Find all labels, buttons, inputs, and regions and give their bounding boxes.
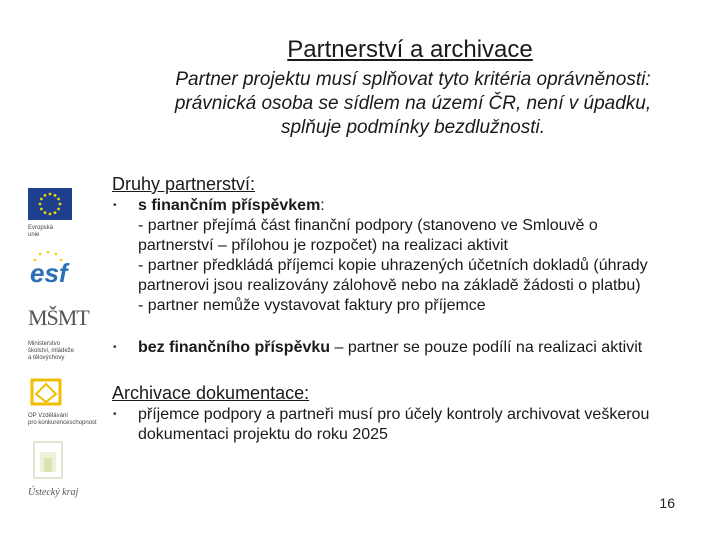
item-bold-label: bez finančního příspěvku xyxy=(138,339,331,356)
eu-flag-icon xyxy=(28,188,72,220)
kraj-emblem-icon xyxy=(28,438,68,482)
op-logo xyxy=(28,378,106,427)
kraj-caption: Ústecký kraj xyxy=(28,487,79,498)
subtitle-line: Partner projektu musí splňovat tyto kritéria oprávněnosti: xyxy=(175,69,651,90)
item-line: partnerovi jsou realizovány zálohově nebo na základě žádosti o platbu) xyxy=(138,277,641,294)
subtitle-line: splňuje podmínky bezdlužnosti. xyxy=(280,117,546,138)
item-first-line xyxy=(138,196,648,216)
ustecky-kraj-logo xyxy=(28,438,106,498)
item-rest: – partner se pouze podílí na realizaci aktivit xyxy=(330,339,643,356)
item-line: partnerství – přílohou je rozpočet) na realizaci aktivit xyxy=(138,237,508,254)
esf-text: esf xyxy=(30,258,68,288)
subtitle-line: právnická osoba se sídlem na území ČR, není v úpadku, xyxy=(174,93,652,114)
op-caption-line: pro konkurenceschopnost xyxy=(28,420,97,426)
bullet-icon: • xyxy=(113,342,117,353)
logo-sidebar xyxy=(28,180,106,515)
msmt-caption-line: a tělovýchovy xyxy=(28,355,65,361)
msmt-caption-line: školství, mládeže xyxy=(28,348,75,354)
bullet-item-archiving xyxy=(138,405,649,445)
eu-caption-line: unie xyxy=(28,232,40,238)
bullet-item-nonfinancial xyxy=(138,338,642,358)
msmt-text: MŠMT xyxy=(28,305,89,330)
op-caption xyxy=(28,413,106,427)
item-line: - partner přejímá část finanční podpory (stanoveno ve Smlouvě o xyxy=(138,217,598,234)
bullet-item-financial xyxy=(138,196,648,316)
item-line: příjemce podpory a partneři musí pro účely kontroly archivovat veškerou xyxy=(138,406,650,423)
bullet-icon: • xyxy=(113,200,117,211)
page-number: 16 xyxy=(659,495,675,511)
item-line: - partner nemůže vystavovat faktury pro příjemce xyxy=(138,297,486,314)
op-caption-line: OP Vzdělávání xyxy=(28,413,68,419)
slide-title: Partnerství a archivace xyxy=(287,36,533,63)
item-line: dokumentaci projektu do roku 2025 xyxy=(138,426,388,443)
item-bold-label: s finančním příspěvkem xyxy=(138,197,321,214)
partnership-types-heading: Druhy partnerství: xyxy=(112,174,256,194)
item-colon: : xyxy=(320,197,325,214)
msmt-caption-line: Ministerstvo xyxy=(28,341,61,347)
slide-subtitle xyxy=(128,68,698,140)
op-emblem-icon xyxy=(28,378,64,408)
esf-logo xyxy=(28,248,106,293)
bullet-icon: • xyxy=(113,409,117,420)
msmt-caption xyxy=(28,341,106,362)
msmt-logo xyxy=(28,305,106,362)
archiving-heading: Archivace dokumentace: xyxy=(112,383,310,403)
eu-caption xyxy=(28,225,106,239)
item-line: - partner předkládá příjemci kopie uhrazených účetních dokladů (úhrady xyxy=(138,257,648,274)
eu-logo xyxy=(28,188,106,239)
eu-caption-line: Evropská xyxy=(28,225,54,231)
